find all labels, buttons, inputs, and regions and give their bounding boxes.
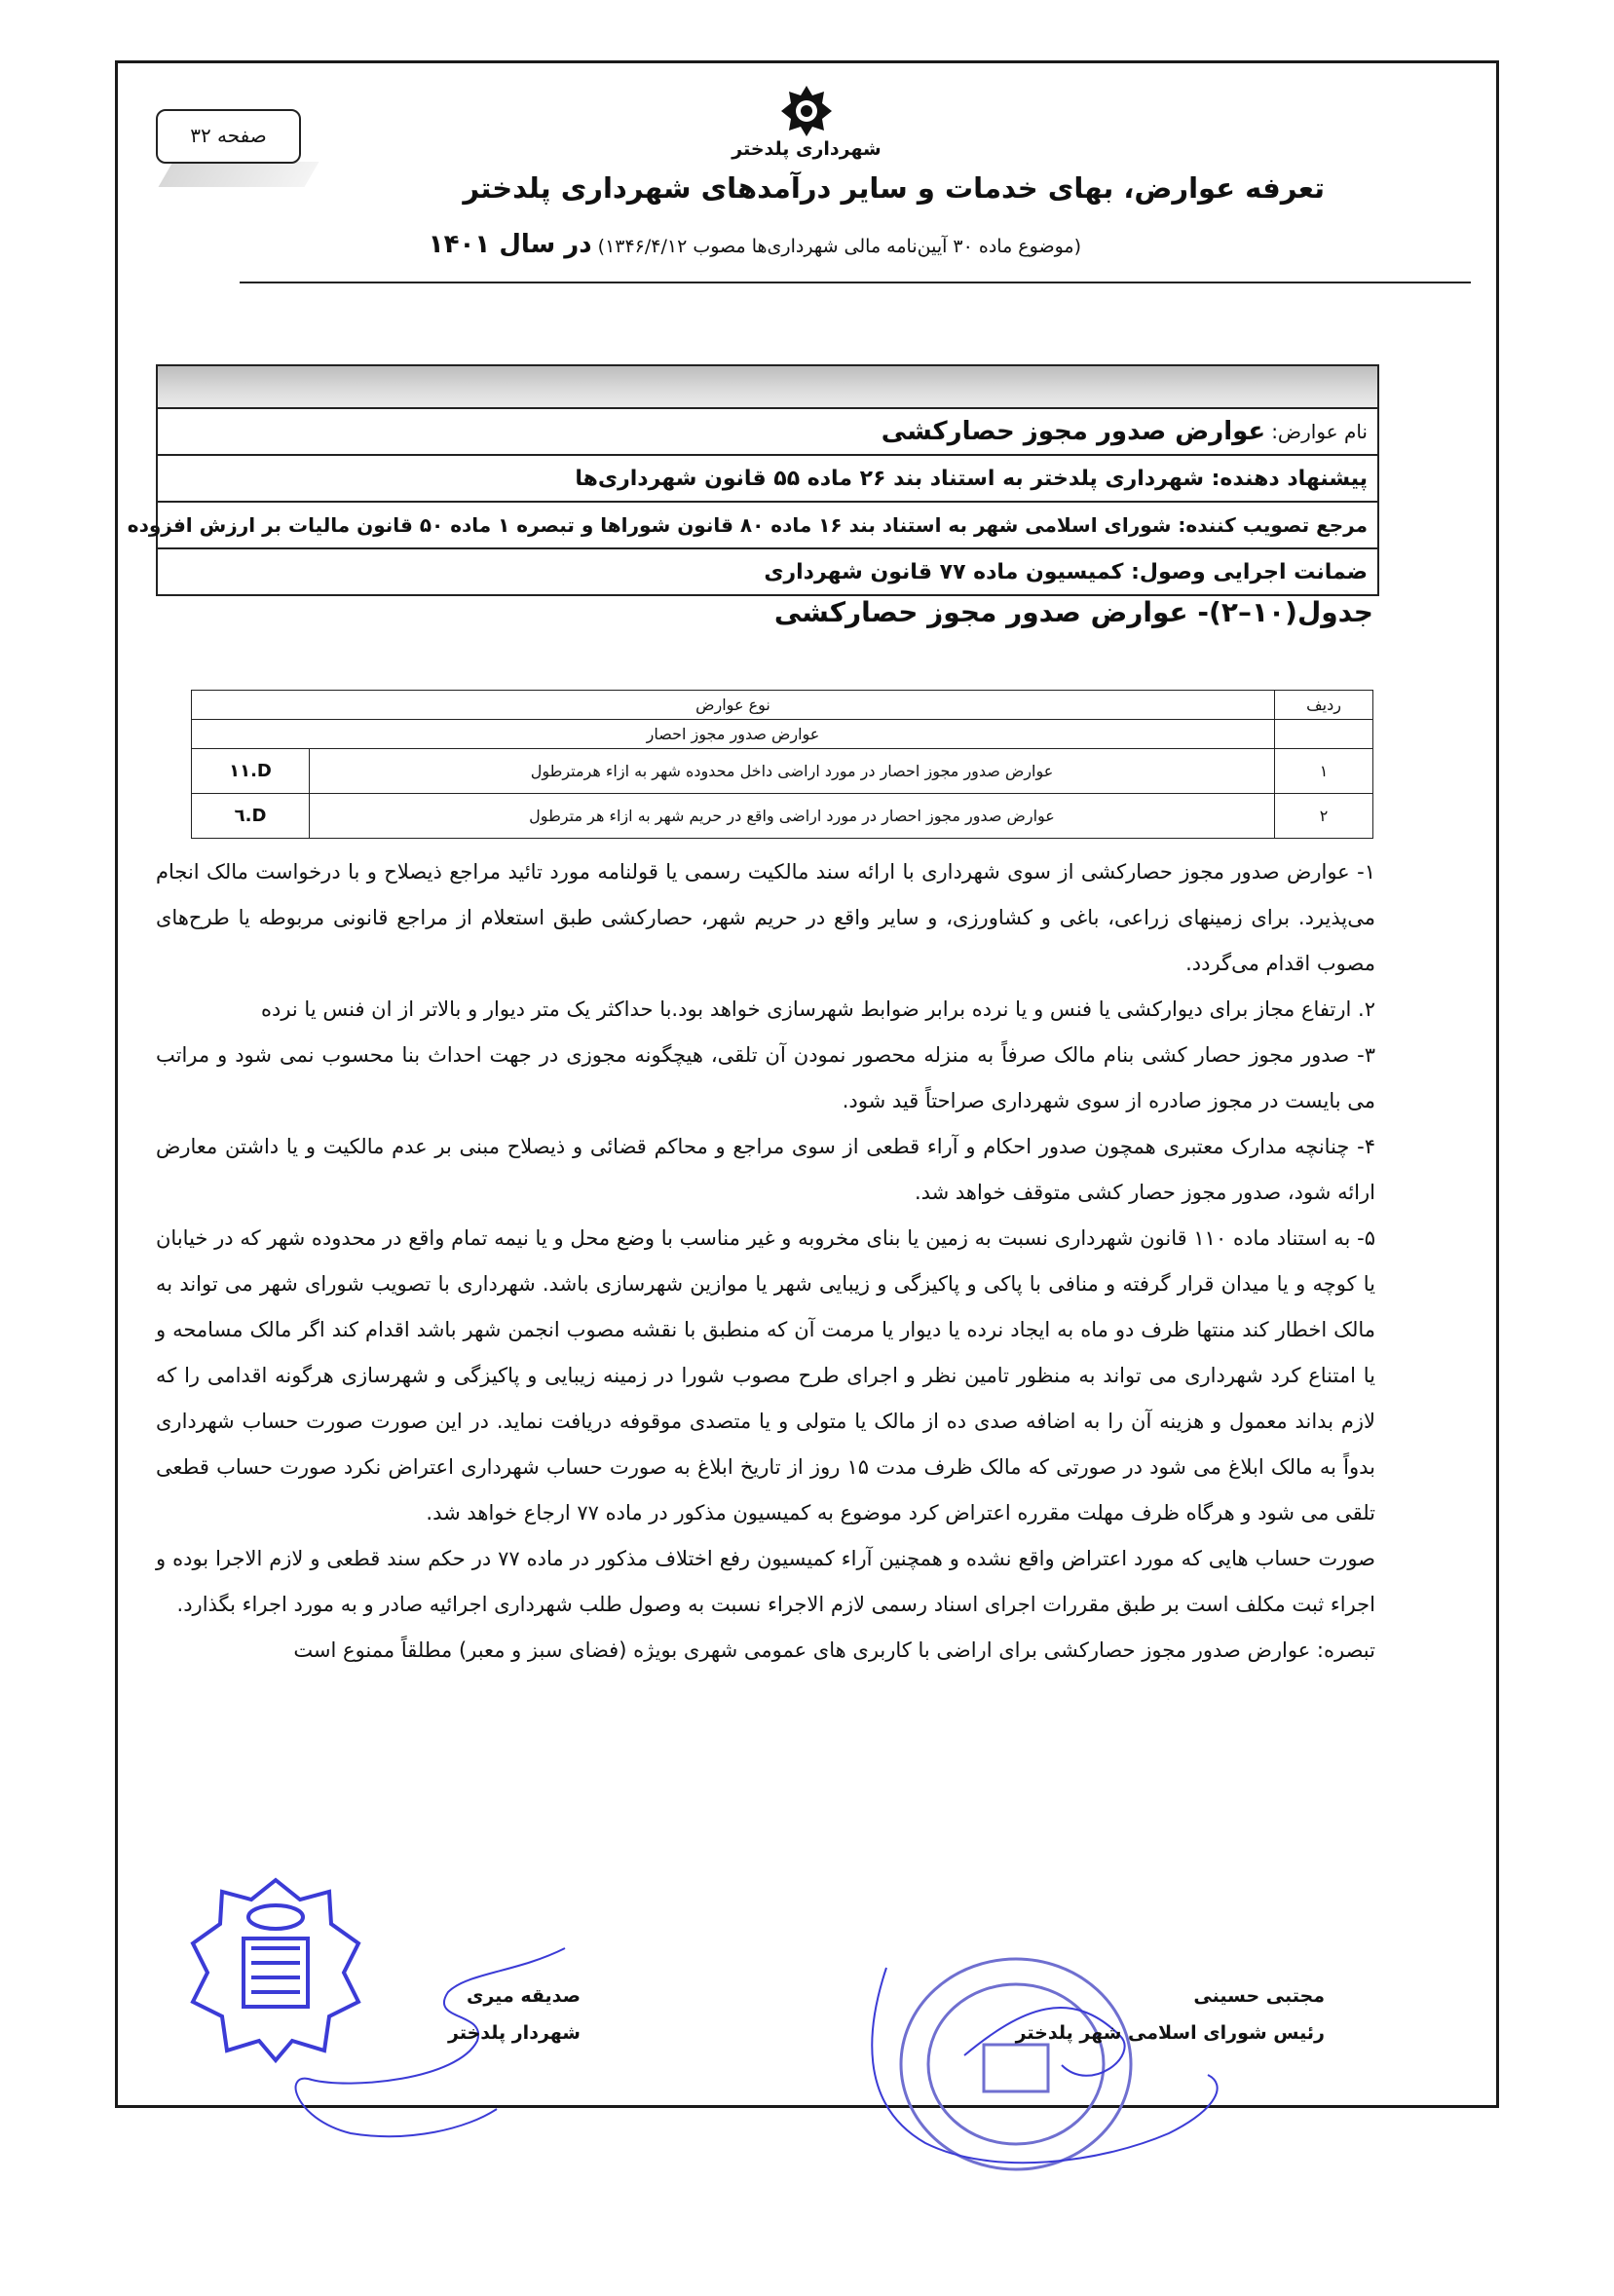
fee-name-row (158, 409, 1377, 456)
clause-3: ۳- صدور مجوز حصار کشی بنام مالک صرفاً به منزله محصور نمودن آن تلقی، هیچگونه مجوزی در جهت احداث بنا محسوب نمی شود و مراتب می بایست در مجوز صادره از سوی شهرداری صراحتاً قید شود. (156, 1043, 1375, 1112)
municipality-logo-icon (779, 84, 834, 138)
approver-row: مرجع تصویب کننده: شورای اسلامی شهر به استناد بند ۱۶ ماده ۸۰ قانون شوراها و تبصره ۱ ماده ۵۰ قانون مالیات بر ارزش افزوده (158, 503, 1377, 549)
municipality-name: شهرداری پلدختر (732, 138, 882, 160)
clause-5: ۵- به استناد ماده ۱۱۰ قانون شهرداری نسبت به زمین یا بنای مخروبه و غیر مناسب با وضع محل و یا نیمه تمام واقع در محدوده شهر که در خیابان یا کوچه و یا میدان قرار گرفته و منافی با پاکی و پاکیزگی و زیبایی شهر یا موازین شهرسازی باشد. شهرداری با تصویب شورای شهر می تواند به مالک اخطار کند منتها ظرف دو ماه به ایجاد نرده یا دیوار یا مرمت آن که منطبق با نقشه مصوب انجمن شهر باشد اقدام کند اگر مالک مسامحه و یا امتناع کرد شهرداری می تواند به منظور تامین نظر و اجرای طرح مصوب شورا در زمینه زیبایی و پاکیزگی و شهرسازی هرگونه اقدامی را که لازم بداند معمول و هزینه آن را به اضافه صدی ده از مالک یا متولی و یا متصدی موقوفه دریافت نماید. در این صورت صورت حساب شهرداری بدواً به مالک ابلاغ می شود در صورتی که مالک ظرف مدت ۱۵ روز از تاریخ ابلاغ به صورت حساب شهرداری اعتراض نکرد صورت حساب قطعی تلقی می شود و هرگاه ظرف مهلت مقرره اعتراض کرد موضوع به کمیسیون مذکور در ماده ۷۷ ارجاع خواهد شد. (156, 1226, 1375, 1524)
enforcement-row: ضمانت اجرایی وصول: کمیسیون ماده ۷۷ قانون شهرداری (764, 559, 1368, 584)
proposer-row: پیشنهاد دهنده: شهرداری پلدختر به استناد بند ۲۶ ماده ۵۵ قانون شهرداری‌ها (158, 456, 1377, 503)
mayor-title: شهردار پلدختر (448, 2022, 581, 2044)
row-number: ۱ (1275, 749, 1373, 794)
note-clause: تبصره: عوارض صدور مجوز حصارکشی برای اراضی با کاربری های عمومی شهری بویژه (فضای سبز و معبر) مطلقاً ممنوع است (293, 1638, 1375, 1662)
subtitle-reference: (موضوع ماده ۳۰ آیین‌نامه مالی شهرداری‌ها مصوب ۱۳۴۶/۴/۱۲) (597, 236, 1081, 257)
page-number-badge: صفحه ۳۲ (156, 109, 301, 164)
info-box-header-band (158, 366, 1377, 409)
clause-5-continued: صورت حساب هایی که مورد اعتراض واقع نشده و همچنین آراء کمیسیون رفع اختلاف مذکور در ماده ۷۷ در حکم سند قطعی و لازم الاجرا بوده و اجراء ثبت مکلف است بر طبق مقررات اجرای اسناد رسمی لازم الاجراء نسبت به وصول طلب شهرداری اجرائیه صادر و به مورد اجراء بگذارد. (156, 1547, 1375, 1616)
table-row (192, 794, 1373, 839)
clause-2: ۲. ارتفاع مجاز برای دیوارکشی یا فنس و یا نرده برابر ضوابط شهرسازی خواهد بود.با حداکثر یک متر دیوار و بالاتر از ان فنس یا نرده (260, 997, 1375, 1021)
fee-name-value: عوارض صدور مجوز حصارکشی (881, 417, 1266, 446)
council-head-name: مجتبی حسینی (1193, 1985, 1325, 2007)
table-row (192, 749, 1373, 794)
clause-1: ۱- عوارض صدور مجوز حصارکشی از سوی شهرداری با ارائه سند مالکیت رسمی یا قولنامه مورد تائید مراجع ذیصلاح و با درخواست مالک انجام می‌پذیرد. برای زمینهای زراعی، باغی و کشاورزی، و سایر واقع در حریم شهر، حصارکشی طبق استعلام از مراجع قانونی مربوطه یا طرح‌های مصوب اقدام می‌گردد. (156, 860, 1375, 975)
row-description: عوارض صدور مجوز احصار در مورد اراضی واقع در حریم شهر به ازاء هر مترطول (310, 794, 1275, 839)
mayor-name: صدیقه میری (466, 1985, 581, 2007)
page-subtitle (390, 230, 1081, 259)
fee-table (191, 690, 1373, 839)
row-number: ۲ (1275, 794, 1373, 839)
fee-name-label: نام عوارض: (1271, 420, 1368, 443)
row-description: عوارض صدور مجوز احصار در مورد اراضی داخل محدوده شهر به ازاء هرمترطول (310, 749, 1275, 794)
row-amount: ٦.D (192, 794, 310, 839)
group-label: عوارض صدور مجوز احصار (192, 720, 1275, 749)
clause-4: ۴- چنانچه مدارک معتبری همچون صدور احکام و آراء قطعی از سوی مراجع و محاکم قضائی و ذیصلاح مبنی بر عدم مالکیت و یا داشتن معارض ارائه شود، صدور مجوز حصار کشی متوقف خواهد شد. (156, 1135, 1375, 1204)
council-signature-block (1013, 1977, 1325, 2051)
group-empty-cell (1275, 720, 1373, 749)
page-title: تعرفه عوارض، بهای خدمات و سایر درآمدهای شهرداری پلدختر (463, 171, 1325, 205)
regulation-text (156, 849, 1375, 1674)
header-divider (240, 282, 1471, 283)
header-fee-type: نوع عوارض (192, 691, 1275, 720)
row-amount: ۱۱.D (192, 749, 310, 794)
subtitle-year: در سال ۱۴۰۱ (428, 230, 592, 259)
header-row-number: ردیف (1275, 691, 1373, 720)
table-title: جدول(۱۰–۲)- عوارض صدور مجوز حصارکشی (773, 596, 1373, 628)
council-head-title: رئیس شورای اسلامی شهر پلدختر (1015, 2022, 1325, 2044)
table-group-row (192, 720, 1373, 749)
page-badge-shadow (158, 162, 319, 187)
mayor-signature-block (347, 1977, 581, 2051)
fee-info-box (127, 364, 1379, 596)
table-header-row (192, 691, 1373, 720)
